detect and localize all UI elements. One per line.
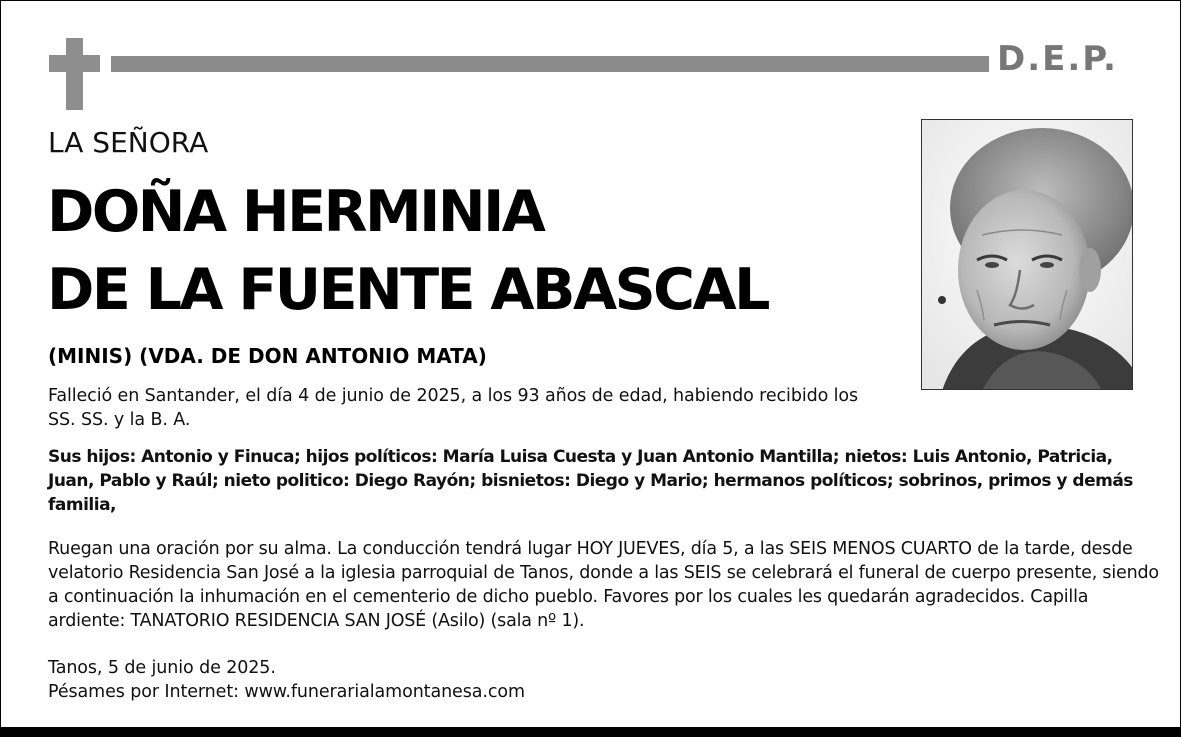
intro-text: LA SEÑORA [48, 126, 209, 159]
cross-icon [49, 38, 100, 110]
name-line-1: DOÑA HERMINIA [47, 179, 544, 245]
closing-block [48, 656, 848, 704]
bottom-border [0, 727, 1181, 737]
funeral-paragraph: Ruegan una oración por su alma. La conducción tendrá lugar HOY JUEVES, día 5, a las SEIS MENOS CUARTO de la tarde, desde velatorio Residencia San José a la iglesia parroquial de Tanos, donde a las SEIS se celebrará el funeral de cuerpo presente, siendo a continuación la inhumación en el cementerio de dicho pueblo. Favores por los cuales les quedarán agradecidos. Capilla ardiente: TANATORIO RESIDENCIA SAN JOSÉ (Asilo) (sala nº 1). [48, 539, 1159, 631]
death-paragraph: Falleció en Santander, el día 4 de junio de 2025, a los 93 años de edad, habiendo recibido los SS. SS. y la B. A. [48, 386, 859, 430]
deceased-name [47, 173, 768, 329]
condolences-line: Pésames por Internet: www.funerarialamontanesa.com [48, 682, 525, 702]
header-rule [111, 56, 989, 72]
family-paragraph: Sus hijos: Antonio y Finuca; hijos políticos: María Luisa Cuesta y Juan Antonio Mantilla; nietos: Luis Antonio, Patricia, Juan, Pablo y Raúl; nieto politico: Diego Rayón; bisnietos: Diego y Mario; hermanos políticos; sobrinos, primos y demás familia, [48, 447, 1133, 515]
portrait-image [922, 120, 1133, 390]
nickname-line: (MINIS) (VDA. DE DON ANTONIO MATA) [48, 344, 487, 368]
name-line-2: DE LA FUENTE ABASCAL [47, 257, 768, 323]
dep-label: D.E.P. [997, 39, 1118, 79]
portrait-photo [921, 119, 1133, 390]
place-date: Tanos, 5 de junio de 2025. [48, 658, 276, 678]
